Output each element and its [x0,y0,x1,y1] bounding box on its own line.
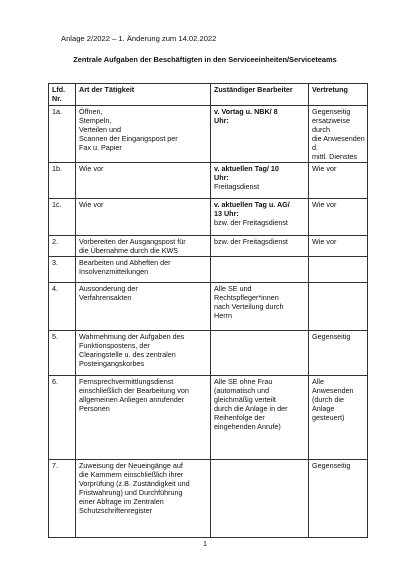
tasks-table [48,83,368,538]
deputy-cell [309,257,368,283]
assignee-bold-text: v. aktuellen Tag/ 10 Uhr: [214,164,279,182]
task-description: Vorbereiten der Ausgangspost für die Übernahme durch die KWS [76,236,211,257]
table-row [49,331,368,376]
deputy-cell: Wie vor [309,199,368,236]
row-number: 1b. [49,163,76,199]
column-header-deputy: Vertretung [309,84,368,106]
assignee-cell [211,376,309,460]
table-row [49,283,368,331]
row-number: 3. [49,257,76,283]
task-description: Wie vor [76,199,211,236]
task-description: Aussonderung der Verfahrensakten [76,283,211,331]
row-number: 1a. [49,106,76,163]
task-description: Wie vor [76,163,211,199]
task-description: Zuweisung der Neueingänge auf die Kammern einschließlich ihrer Vorprüfung (z.B. Zuständigkeit und Fristwahrung) und Durchführung einer Abfrage im Zentralen Schutzschriftenregister [76,460,211,538]
assignee-text: Alle SE ohne Frau (automatisch und gleichmäßig verteilt durch die Anlage in der Reihenfolge der eingehenden Anrufe) [214,377,288,431]
assignee-text: bzw. der Freitagsdienst [214,218,288,227]
assignee-cell [211,163,309,199]
task-description: Öffnen, Stempeln, Verteilen und Scannen der Eingangspost per Fax u. Papier [76,106,211,163]
assignee-bold-text: v. aktuellen Tag u. AG/ 13 Uhr: [214,200,290,218]
table-row [49,257,368,283]
table-header-row [49,84,368,106]
deputy-cell: Alle Anwesenden (durch die Anlage gesteuert) [309,376,368,460]
row-number: 2. [49,236,76,257]
assignee-cell [211,331,309,376]
assignee-text: bzw. der Freitagsdienst [214,237,288,246]
deputy-cell: Wie vor [309,236,368,257]
table-row [49,199,368,236]
deputy-cell [309,283,368,331]
column-header-assignee: Zuständiger Bearbeiter [211,84,309,106]
deputy-cell: Wie vor [309,163,368,199]
assignee-cell [211,257,309,283]
deputy-cell: Gegenseitig ersatzweise durch die Anwesenden d. mittl. Dienstes [309,106,368,163]
task-description: Bearbeiten und Abheften der Insolvenzmitteilungen [76,257,211,283]
table-row [49,106,368,163]
deputy-cell: Gegenseitig [309,331,368,376]
row-number: 6. [49,376,76,460]
assignee-text: Freitagsdienst [214,182,260,191]
task-description: Wahrnehmung der Aufgaben des Funktionspostens, der Clearingstelle u. des zentralen Posteingangskorbes [76,331,211,376]
table-row [49,460,368,538]
column-header-task: Art der Tätigkeit [76,84,211,106]
row-number: 1c. [49,199,76,236]
assignee-cell [211,199,309,236]
table-row [49,236,368,257]
annex-line: Anlage 2/2022 – 1. Änderung zum 14.02.2022 [61,34,217,43]
document-title: Zentrale Aufgaben der Beschäftigten in den Serviceeinheiten/Serviceteams [73,55,337,64]
assignee-cell [211,236,309,257]
assignee-cell [211,106,309,163]
deputy-cell: Gegenseitig [309,460,368,538]
row-number: 5. [49,331,76,376]
assignee-text: Alle SE und Rechtspfleger*innen nach Verteilung durch Herrn [214,284,284,320]
column-header-no: Lfd. Nr. [49,84,76,106]
assignee-bold-text: v. Vortag u. NBK/ 8 Uhr: [214,107,278,125]
table-row [49,163,368,199]
assignee-cell [211,283,309,331]
table-row [49,376,368,460]
task-description: Fernsprechvermittlungsdienst einschließlich der Bearbeitung von allgemeinen Anliegen anrufender Personen [76,376,211,460]
assignee-cell [211,460,309,538]
row-number: 7. [49,460,76,538]
row-number: 4. [49,283,76,331]
page-number: 1 [203,539,207,548]
